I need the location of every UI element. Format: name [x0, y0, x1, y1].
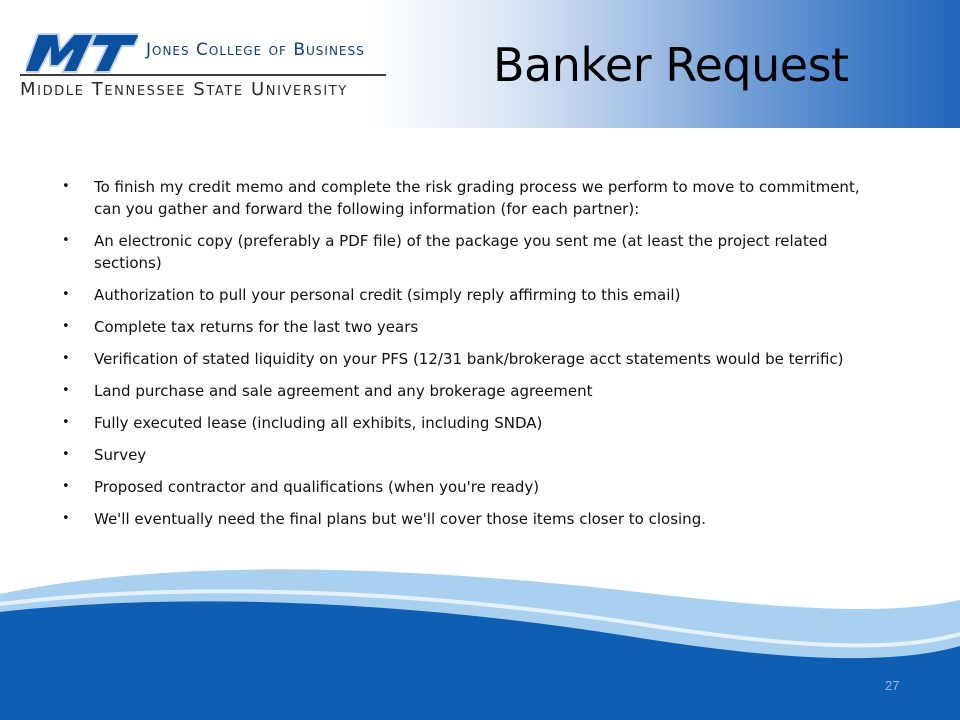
- bullet-icon: •: [62, 479, 70, 494]
- list-item-text: Fully executed lease (including all exhibits, including SNDA): [94, 414, 543, 432]
- bullet-icon: •: [62, 319, 70, 334]
- bullet-list: [62, 176, 872, 540]
- bullet-icon: •: [62, 351, 70, 366]
- bullet-icon: •: [62, 287, 70, 302]
- bullet-icon: •: [62, 233, 70, 248]
- list-item-text: Land purchase and sale agreement and any brokerage agreement: [94, 382, 593, 400]
- logo-divider: [20, 74, 386, 76]
- list-item: [62, 230, 872, 274]
- bullet-icon: •: [62, 511, 70, 526]
- list-item-text: Verification of stated liquidity on your PFS (12/31 bank/brokerage acct statements would be terrific): [94, 350, 844, 368]
- list-item-text: Survey: [94, 446, 147, 464]
- list-item: [62, 508, 872, 530]
- list-item-text: An electronic copy (preferably a PDF file) of the package you sent me (at least the project related sections): [94, 232, 828, 272]
- mt-logo-letters: MT: [26, 26, 28, 27]
- bullet-icon: •: [62, 415, 70, 430]
- list-item-text: Authorization to pull your personal credit (simply reply affirming to this email): [94, 286, 681, 304]
- list-item-text: Complete tax returns for the last two years: [94, 318, 419, 336]
- list-item: [62, 176, 872, 220]
- bullet-icon: •: [62, 383, 70, 398]
- list-item: [62, 348, 872, 370]
- bullet-icon: •: [62, 447, 70, 462]
- list-item-text: Proposed contractor and qualifications (when you're ready): [94, 478, 540, 496]
- list-item: [62, 380, 872, 402]
- mt-logo-mark: [26, 26, 138, 78]
- list-item-text: To finish my credit memo and complete the risk grading process we perform to move to commitment, can you gather and forward the following information (for each partner):: [94, 178, 860, 218]
- bullet-icon: •: [62, 179, 70, 194]
- list-item: [62, 284, 872, 306]
- footer-waves: [0, 560, 960, 720]
- list-item: [62, 412, 872, 434]
- list-item: [62, 316, 872, 338]
- university-name: Middle Tennessee State University: [20, 79, 348, 100]
- slide-title: Banker Request: [493, 38, 849, 92]
- page-number: 27: [885, 678, 900, 693]
- list-item: [62, 476, 872, 498]
- college-name: Jones College of Business: [146, 40, 365, 60]
- mtsu-logo: [20, 22, 390, 106]
- list-item: [62, 444, 872, 466]
- list-item-text: We'll eventually need the final plans but we'll cover those items closer to closing.: [94, 510, 706, 528]
